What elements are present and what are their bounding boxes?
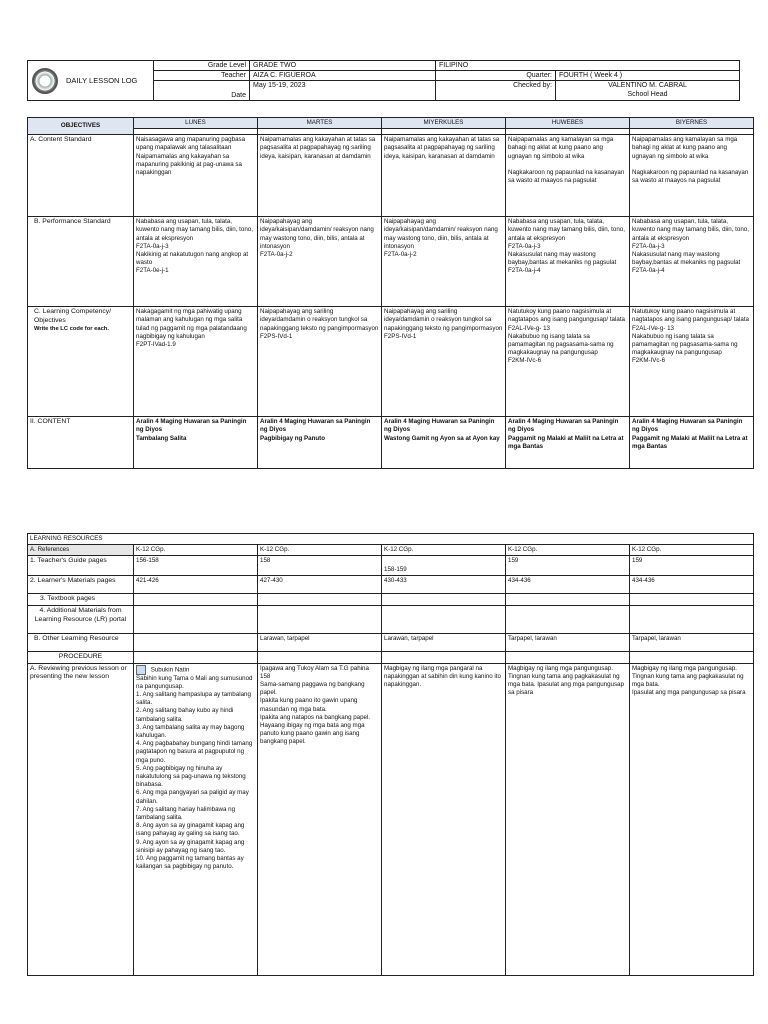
tg-label: 1. Teacher's Guide pages bbox=[28, 556, 134, 576]
cs-cell-3: Naipapamalas ang kamalayan sa mga bahagi ng aklat at kung paano ang ugnayan ng simbolo at wika Nagkakaroon ng papaunlad na kasanayan sa wasto at maayos na pagsulat bbox=[506, 135, 630, 217]
ps-cell-3: Nababasa ang usapan, tula, talata, kuwento nang may tamang bilis, diin, tono, antala at ekspresyon F2TA-0a-j-3 Nakasusulat nang may wastong baybay,bantas at mekaniks ng pagsulat F2TA-0a-j-4 bbox=[506, 217, 630, 307]
other-cell-0 bbox=[134, 634, 258, 652]
ref-cell-3: K-12 CGp. bbox=[506, 545, 630, 556]
date-label: Date bbox=[154, 81, 250, 101]
competency-label-cell bbox=[28, 307, 134, 417]
day-header-biyernes: BIYERNES bbox=[630, 118, 754, 129]
ps-cell-0: Nababasa ang usapan, tula, talata, kuwento nang may tamang bilis, diin, tono, antala at ekspresyon F2TA-0a-j-3 Nakikinig at nakatutugon nang angkop at wasto F2TA-0e-j-1 bbox=[134, 217, 258, 307]
content-cell-0: Aralin 4 Maging Huwaran sa Paningin ng Diyos Tambalang Salita bbox=[134, 417, 258, 469]
day-header-martes: MARTES bbox=[258, 118, 382, 129]
cs-cell-0: Naisasagawa ang mapanuring pagbasa upang mapalawak ang talasalitaan Naipamamalas ang kakayahan sa mapanuring pakikinig at pag-unawa sa napakinggan bbox=[134, 135, 258, 217]
logo-title-cell bbox=[28, 61, 154, 101]
ref-cell-2: K-12 CGp. bbox=[382, 545, 506, 556]
subukin-natin-icon bbox=[136, 665, 146, 675]
subject-value: FILIPINO bbox=[436, 61, 740, 71]
day-header-miyerkules: MIYERKULES bbox=[382, 118, 506, 129]
teacher-label: Teacher bbox=[154, 71, 250, 81]
content-row bbox=[28, 417, 754, 469]
ps-cell-2: Naipapahayag ang ideya/kaisipan/damdamin/ reaksyon nang may wastong tono, diin, bilis, antala at intonasyon F2TA-0a-j-2 bbox=[382, 217, 506, 307]
lm-cell-1: 427-430 bbox=[258, 576, 382, 594]
resources-title: LEARNING RESOURCES bbox=[28, 534, 754, 545]
checked-cell bbox=[556, 81, 740, 101]
review-cell-1: Ipagawa ang Tukoy Alam sa T.G pahina 158 Sama-samang paggawa ng bangkang papel. Ipakita kung paano ito gawin upang masundan ng mga bata. Ipakita ang natapos na bangkang papel. Hayaang ibigay ng mga bata ang mga panuto kung paano gawin ang isang bangkang papel. bbox=[258, 663, 382, 975]
review-cell-4: Magbigay ng ilang mga pangungusap. Tingnan kung tama ang pagkakasulat ng mga bata. Ipasulat ang mga pangungusap sa pisara bbox=[630, 663, 754, 975]
tg-cell-3: 159 bbox=[506, 556, 630, 576]
day-header-huwebes: HUWEBES bbox=[506, 118, 630, 129]
lm-cell-4: 434-436 bbox=[630, 576, 754, 594]
references-label: A. References bbox=[28, 545, 134, 556]
competency-label: C. Learning Competency/ Objectives bbox=[34, 308, 112, 324]
tg-cell-2: 158-159 bbox=[382, 556, 506, 576]
content-label: II. CONTENT bbox=[28, 417, 134, 469]
content-cell-4: Aralin 4 Maging Huwaran sa Paningin ng Diyos Paggamit ng Malaki at Maliit na Letra at mga Bantas bbox=[630, 417, 754, 469]
lc-cell-2: Naipapahayag ang sariling ideya/damdamin o reaksyon tungkol sa napakinggang teksto ng pangimpormasyon F2PS-IVd-1 bbox=[382, 307, 506, 417]
other-cell-3: Tarpapel, larawan bbox=[506, 634, 630, 652]
textbook-label: 3. Textbook pages bbox=[28, 594, 134, 606]
ref-cell-1: K-12 CGp. bbox=[258, 545, 382, 556]
lc-cell-1: Naipapahayag ang sariling ideya/damdamin o reaksyon tungkol sa napakinggang teksto ng pangimpormasyon F2PS-IVd-1 bbox=[258, 307, 382, 417]
review-cell-2: Magbigay ng ilang mga pangaral na napakinggan at sabihin din kung kanino ito napakinggan. bbox=[382, 663, 506, 975]
date-value: May 15-19, 2023 bbox=[250, 81, 436, 101]
performance-standard-row bbox=[28, 217, 754, 307]
review-text-0: Subukin Natin Sabihin kung Tama o Mali ang sumusunod na pangungusap. 1. Ang salitang hampaslupa ay tambalang salita. 2. Ang salitang bahay kubo ay hindi tambalang salita. 3. Ang tambalang salita ay may bagong kahulugan. 4. Ang pagbabahay bungang hindi tamang pagtatapon ng basura at pagpuputol ng mga puno. 5. Ang pagbibigay ng hinuha ay nakatutulong sa pag-unawa ng tekstong binabasa. 6. Ang mga pangyayari sa paligid ay may dahilan. 7. Ang salitang hariay halimbawa ng tambalang salita. 8. Ang ayon sa ay ginagamit kapag ang isang pahayag ay galing sa isang tao. 9. Ang ayon sa ay ginagamit kapag ang sinisipi ay pahayag ng isang tao. 10. Ang paggamit ng tamang bantas ay kailangan sa pagbibigay ng panuto. bbox=[136, 666, 253, 871]
cs-cell-1: Naipamamalas ang kakayahan at tatas sa pagsasalita at pagpapahayag ng sariling ideya, kaisipan, karanasan at damdamin bbox=[258, 135, 382, 217]
review-cell-0 bbox=[134, 663, 258, 975]
other-cell-1: Larawan, tarpapel bbox=[258, 634, 382, 652]
lm-label: 2. Learner's Materials pages bbox=[28, 576, 134, 594]
review-cell-3: Magbigay ng ilang mga pangungusap. Tingnan kung tama ang pagkakasulat ng mga bata. Ipasulat ang mga pangungusap sa pisara bbox=[506, 663, 630, 975]
tg-cell-4: 159 bbox=[630, 556, 754, 576]
deped-seal-icon bbox=[32, 68, 58, 94]
doc-title: DAILY LESSON LOG bbox=[65, 75, 138, 85]
cs-cell-4: Naipapamalas ang kamalayan sa mga bahagi ng aklat at kung paano ang ugnayan ng simbolo at wika Nagkakaroon ng papaunlad na kasanayan sa wasto at maayos na pagsulat bbox=[630, 135, 754, 217]
competency-note: Write the LC code for each. bbox=[34, 326, 109, 333]
other-resource-label: B. Other Learning Resource bbox=[28, 634, 134, 652]
ref-cell-4: K-12 CGp. bbox=[630, 545, 754, 556]
lm-cell-2: 430-433 bbox=[382, 576, 506, 594]
teacher-value: AIZA C. FIGUEROA bbox=[250, 71, 436, 81]
content-cell-3: Aralin 4 Maging Huwaran sa Paningin ng Diyos Paggamit ng Malaki at Maliit na Letra at mga Bantas bbox=[506, 417, 630, 469]
ps-cell-1: Naipapahayag ang ideya/kaisipan/damdamin/ reaksyon nang may wastong tono, diin, bilis, antala at intonasyon F2TA-0a-j-2 bbox=[258, 217, 382, 307]
lm-cell-3: 434-436 bbox=[506, 576, 630, 594]
performance-standard-label: B. Performance Standard bbox=[28, 217, 134, 307]
content-standard-label: A. Content Standard bbox=[28, 135, 134, 217]
other-cell-4: Tarpapel, larawan bbox=[630, 634, 754, 652]
tg-cell-0: 156-158 bbox=[134, 556, 258, 576]
ref-cell-0: K-12 CGp. bbox=[134, 545, 258, 556]
quarter-label: Quarter: bbox=[436, 71, 556, 81]
checked-role: School Head bbox=[627, 91, 668, 98]
objectives-header: OBJECTIVES bbox=[28, 118, 134, 135]
objectives-table bbox=[27, 117, 754, 469]
grade-level-label: Grade Level bbox=[154, 61, 250, 71]
day-header-lunes: LUNES bbox=[134, 118, 258, 129]
header-table bbox=[27, 60, 740, 101]
checked-value: VALENTINO M. CABRAL bbox=[608, 82, 687, 89]
content-cell-2: Aralin 4 Maging Huwaran sa Paningin ng Diyos Wastong Gamit ng Ayon sa at Ayon kay bbox=[382, 417, 506, 469]
checked-label: Checked by: bbox=[436, 81, 556, 101]
quarter-value: FOURTH ( Week 4 ) bbox=[556, 71, 740, 81]
lc-cell-0: Nakagagamit ng mga pahiwatig upang malaman ang kahulugan ng mga salita tulad ng paggamit ng mga palatandaang nagbibigay ng kahulugan F2PT-IVad-1.9 bbox=[134, 307, 258, 417]
ps-cell-4: Nababasa ang usapan, tula, talata, kuwento nang may tamang bilis, diin, tono, antala at ekspresyon F2TA-0a-j-3 Nakasusulat nang may wastong baybay,bantas at mekaniks ng pagsulat F2TA-0a-j-4 bbox=[630, 217, 754, 307]
review-label: A. Reviewing previous lesson or presenting the new lesson bbox=[28, 663, 134, 975]
additional-label: 4. Additional Materials from Learning Resource (LR) portal bbox=[28, 606, 134, 634]
procedure-label: PROCEDURE bbox=[28, 652, 134, 664]
lc-cell-3: Natutukoy kung paano nagsisimula at nagtatapos ang isang pangungusap/ talata F2AL-IVe-g- 13 Nakabubuo ng isang talata sa pamamagitan ng pagsasama-sama ng magkakaugnay na pangungusap F2KM-IVc-6 bbox=[506, 307, 630, 417]
competency-row bbox=[28, 307, 754, 417]
resources-table bbox=[27, 533, 754, 976]
cs-cell-2: Naipamamalas ang kakayahan at tatas sa pagsasalita at pagpapahayag ng sariling ideya, kaisipan, karanasan at damdamin bbox=[382, 135, 506, 217]
other-cell-2: Larawan, tarpapel bbox=[382, 634, 506, 652]
tg-cell-1: 158 bbox=[258, 556, 382, 576]
content-standard-row bbox=[28, 135, 754, 217]
grade-level-value: GRADE TWO bbox=[250, 61, 436, 71]
lc-cell-4: Natutukoy kung paano nagsisimula at nagtatapos ang isang pangungusap/ talata F2AL-IVe-g- 13 Nakabubuo ng isang talata sa pamamagitan ng pagsasama-sama ng magkakaugnay na pangungusap F2KM-IVc-6 bbox=[630, 307, 754, 417]
content-cell-1: Aralin 4 Maging Huwaran sa Paningin ng Diyos Pagbibigay ng Panuto bbox=[258, 417, 382, 469]
lm-cell-0: 421-426 bbox=[134, 576, 258, 594]
